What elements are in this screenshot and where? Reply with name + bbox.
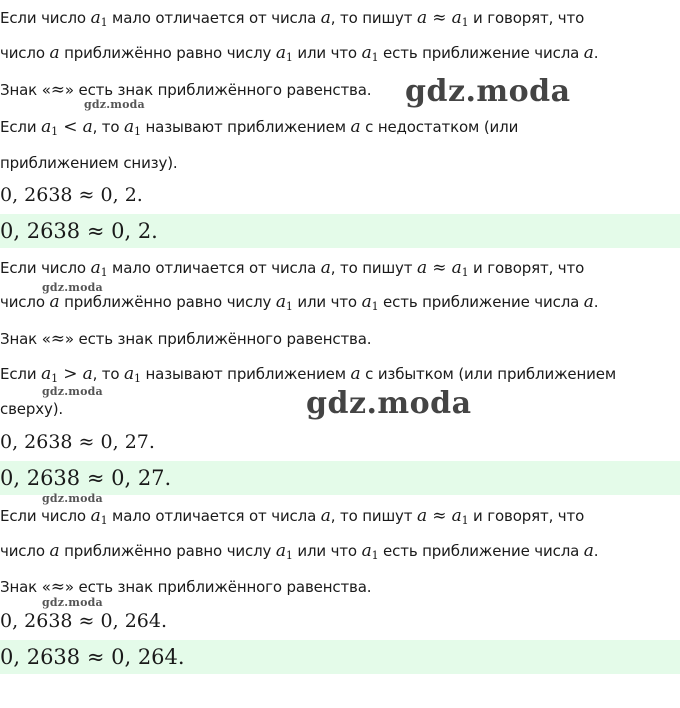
text: , то пишут — [330, 507, 417, 525]
definition-line-2 — [0, 43, 680, 63]
definition-line-4 — [0, 364, 680, 384]
math-approx: $a \approx a_1$ — [416, 8, 469, 29]
text: , то — [92, 118, 125, 136]
text: и говорят, что — [468, 259, 585, 277]
math-a1: $a_1$ — [90, 8, 108, 29]
math-a1: $a_1$ — [90, 506, 108, 527]
text: или что — [292, 44, 362, 62]
math-a: a — [320, 8, 331, 28]
watermark-small: gdz.moda — [42, 492, 103, 505]
watermark-large: gdz.moda — [405, 74, 571, 109]
math-a: a — [350, 117, 361, 137]
less-than-symbol: < — [57, 117, 83, 137]
text: Знак « — [0, 81, 51, 99]
approx-symbol: ≈ — [50, 329, 65, 349]
definition-line-1 — [0, 258, 680, 278]
math-a: a — [49, 292, 60, 312]
text: мало отличается от числа — [107, 507, 321, 525]
watermark-small: gdz.moda — [42, 385, 103, 398]
definition-line-3 — [0, 577, 680, 597]
math-a: a — [583, 541, 594, 561]
text: с недостатком (или — [360, 118, 519, 136]
watermark-small: gdz.moda — [42, 596, 103, 609]
text: . — [593, 44, 599, 62]
definition-line-4 — [0, 117, 680, 137]
math-approx: $a \approx a_1$ — [416, 506, 469, 527]
formula: 0, 2638 ≈ 0, 2. — [0, 184, 143, 206]
math-a1: $a_1$ — [90, 258, 108, 279]
math-a1: $a_1$ — [124, 364, 141, 385]
watermark-small: gdz.moda — [84, 98, 145, 111]
math-a: a — [320, 258, 331, 278]
definition-line-3 — [0, 329, 680, 349]
definition-line-1 — [0, 506, 680, 526]
definition-line-2 — [0, 541, 680, 561]
text: число — [0, 542, 50, 560]
answer-band — [0, 214, 680, 248]
text: Знак « — [0, 330, 51, 348]
text: Если число — [0, 507, 91, 525]
math-a: a — [320, 506, 331, 526]
answer-band — [0, 461, 680, 495]
text: есть приближение числа — [378, 44, 584, 62]
greater-than-symbol: > — [57, 364, 83, 384]
text: Если — [0, 118, 42, 136]
text: Если число — [0, 9, 91, 27]
text: приближённо равно числу — [59, 293, 276, 311]
formula: 0, 2638 ≈ 0, 264. — [0, 610, 167, 632]
text: , то пишут — [330, 9, 417, 27]
definition-line-3 — [0, 80, 680, 100]
text: или что — [292, 542, 362, 560]
math-a1: $a_1$ — [275, 541, 293, 562]
math-a: a — [82, 117, 93, 137]
text: и говорят, что — [468, 9, 585, 27]
text: число — [0, 44, 50, 62]
watermark-large: gdz.moda — [306, 386, 472, 421]
text: » есть знак приближённого равенства. — [64, 81, 372, 99]
math-a1: $a_1$ — [124, 117, 141, 138]
text: есть приближение числа — [378, 542, 584, 560]
approx-symbol: ≈ — [50, 80, 65, 100]
text: , то — [92, 365, 125, 383]
math-a1: $a_1$ — [361, 541, 379, 562]
math-a: a — [583, 292, 594, 312]
definition-line-1 — [0, 8, 680, 28]
text: , то пишут — [330, 259, 417, 277]
math-a: a — [49, 43, 60, 63]
text: мало отличается от числа — [107, 259, 321, 277]
math-a: a — [583, 43, 594, 63]
text: . — [593, 542, 599, 560]
approx-symbol: ≈ — [50, 577, 65, 597]
answer-formula: 0, 2638 ≈ 0, 264. — [0, 645, 185, 669]
answer-formula: 0, 2638 ≈ 0, 27. — [0, 466, 172, 490]
text: Если число — [0, 259, 91, 277]
text: . — [593, 293, 599, 311]
watermark-small: gdz.moda — [42, 281, 103, 294]
math-approx: $a \approx a_1$ — [416, 258, 469, 279]
answer-band — [0, 640, 680, 674]
text: или что — [292, 293, 362, 311]
math-a1: $a_1$ — [275, 292, 293, 313]
math-a1: $a_1$ — [361, 43, 379, 64]
math-a1: $a_1$ — [41, 117, 58, 138]
text: есть приближение числа — [378, 293, 584, 311]
definition-line-5: приближением снизу). — [0, 154, 178, 172]
text: приближённо равно числу — [59, 44, 276, 62]
text: и говорят, что — [468, 507, 585, 525]
answer-formula: 0, 2638 ≈ 0, 2. — [0, 219, 158, 243]
math-a1: $a_1$ — [361, 292, 379, 313]
text: число — [0, 293, 50, 311]
definition-line-5: сверху). — [0, 400, 64, 418]
text: Знак « — [0, 578, 51, 596]
math-a: a — [82, 364, 93, 384]
text: Если — [0, 365, 42, 383]
text: приближённо равно числу — [59, 542, 276, 560]
text: мало отличается от числа — [107, 9, 321, 27]
text: » есть знак приближённого равенства. — [64, 578, 372, 596]
math-a1: $a_1$ — [41, 364, 58, 385]
math-a: a — [350, 364, 361, 384]
math-a1: $a_1$ — [275, 43, 293, 64]
text: называют приближением — [140, 365, 351, 383]
math-a: a — [49, 541, 60, 561]
text: с избытком (или приближением — [360, 365, 617, 383]
definition-line-2 — [0, 292, 680, 312]
text: называют приближением — [140, 118, 351, 136]
text: » есть знак приближённого равенства. — [64, 330, 372, 348]
formula: 0, 2638 ≈ 0, 27. — [0, 431, 155, 453]
